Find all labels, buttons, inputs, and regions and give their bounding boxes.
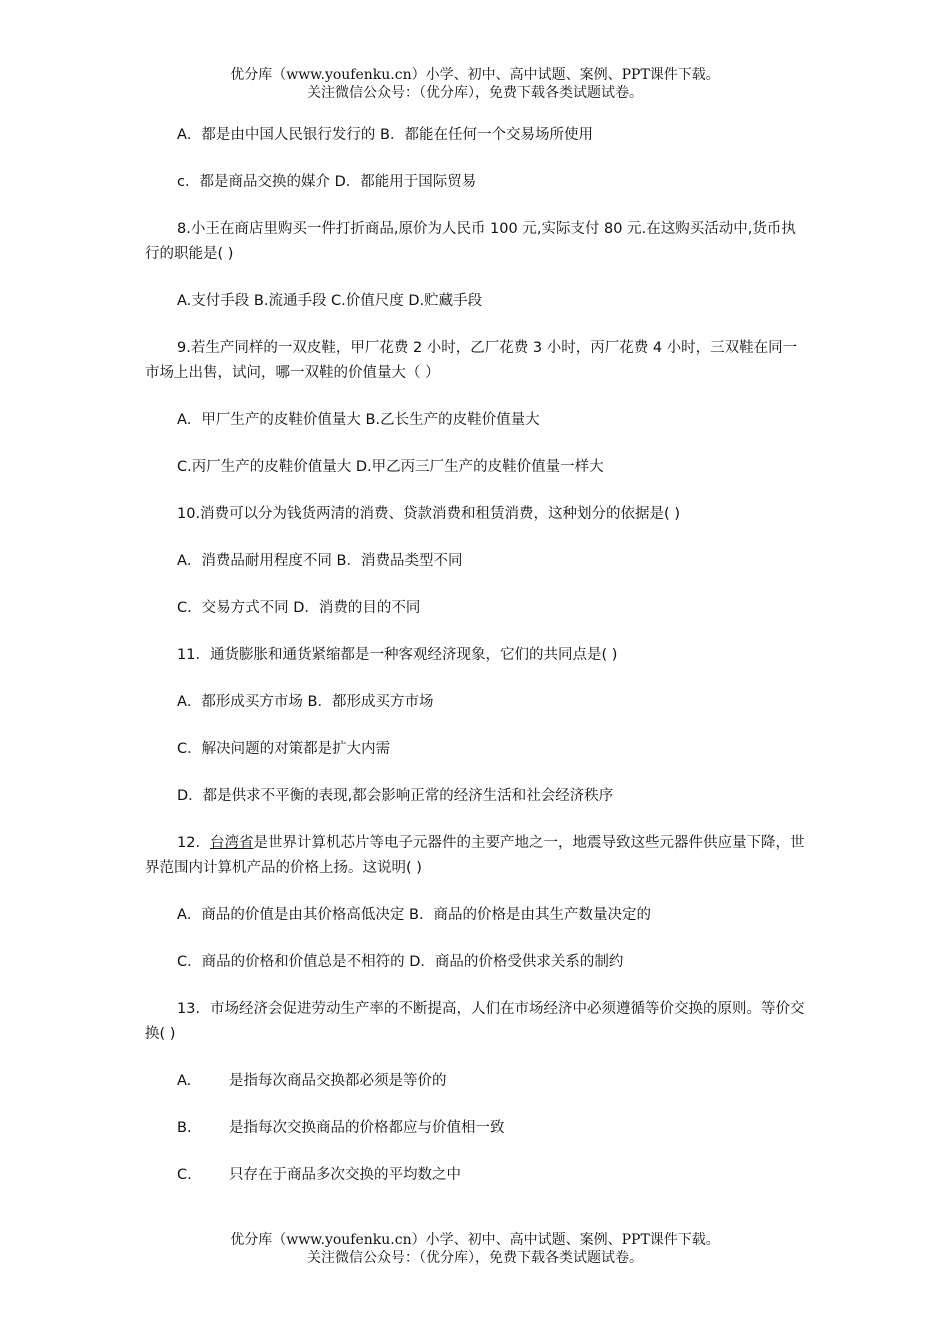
- page-footer: [0, 1231, 950, 1267]
- question-13-option-c: [145, 1163, 805, 1188]
- footer-line-2: 关注微信公众号：（优分库），免费下载各类试题试卷。: [307, 1250, 643, 1266]
- option-text: 是指每次交换商品的价格都应与价值相一致: [229, 1120, 505, 1136]
- option-line: c．都是商品交换的媒介 D．都能用于国际贸易: [177, 174, 477, 190]
- taiwan-link[interactable]: 台湾省: [209, 835, 254, 851]
- question-10-options-ab: A．消费品耐用程度不同 B．消费品类型不同: [177, 553, 463, 569]
- question-13-option-b: [145, 1116, 805, 1141]
- question-10: 10.消费可以分为钱货两清的消费、贷款消费和租赁消费，这种划分的依据是( ): [177, 506, 680, 522]
- question-12-options-ab: A．商品的价值是由其价格高低决定 B．商品的价格是由其生产数量决定的: [177, 907, 651, 923]
- option-text: 只存在于商品多次交换的平均数之中: [229, 1167, 461, 1183]
- question-11: 11．通货膨胀和通货紧缩都是一种客观经济现象，它们的共同点是( ): [177, 647, 618, 663]
- question-10-options-cd: C．交易方式不同 D．消费的目的不同: [177, 600, 421, 616]
- question-12-number: 12．: [177, 835, 210, 851]
- footer-line-1: 优分库（www.youfenku.cn）小学、初中、高中试题、案例、PPT课件下载。: [230, 1232, 720, 1248]
- header-line-1: 优分库（www.youfenku.cn）小学、初中、高中试题、案例、PPT课件下载。: [230, 67, 720, 83]
- option-letter: A.: [177, 1073, 192, 1089]
- question-8-options: A.支付手段 B.流通手段 C.价值尺度 D.贮藏手段: [177, 293, 483, 309]
- question-9: 9.若生产同样的一双皮鞋，甲厂花费 2 小时，乙厂花费 3 小时，丙厂花费 4 小时，三双鞋在同一市场上出售，试问，哪一双鞋的价值量大（ ）: [145, 340, 798, 381]
- option-letter: C.: [177, 1167, 192, 1183]
- question-9-options-cd: C.丙厂生产的皮鞋价值量大 D.甲乙丙三厂生产的皮鞋价值量一样大: [177, 459, 604, 475]
- question-11-option-c: C．解决问题的对策都是扩大内需: [177, 741, 391, 757]
- question-13: 13．市场经济会促进劳动生产率的不断提高，人们在市场经济中必须遵循等价交换的原则。等价交换( ): [145, 1001, 805, 1042]
- question-12-options-cd: C．商品的价格和价值总是不相符的 D．商品的价格受供求关系的制约: [177, 954, 624, 970]
- header-line-2: 关注微信公众号：（优分库），免费下载各类试题试卷。: [307, 85, 643, 101]
- question-9-options-ab: A．甲厂生产的皮鞋价值量大 B.乙长生产的皮鞋价值量大: [177, 412, 540, 428]
- option-text: 是指每次商品交换都必须是等价的: [229, 1073, 447, 1089]
- question-13-option-a: [145, 1069, 805, 1094]
- question-11-option-d: D．都是供求不平衡的表现,都会影响正常的经济生活和社会经济秩序: [177, 788, 614, 804]
- question-8: 8.小王在商店里购买一件打折商品,原价为人民币 100 元,实际支付 80 元.在这购买活动中,货币执行的职能是( ): [145, 221, 796, 262]
- question-11-options-ab: A．都形成买方市场 B．都形成买方市场: [177, 694, 434, 710]
- option-line: A．都是由中国人民银行发行的 B．都能在任何一个交易场所使用: [177, 127, 593, 143]
- page-header: [0, 66, 950, 102]
- option-letter: B.: [177, 1120, 192, 1136]
- question-12-text: 是世界计算机芯片等电子元器件的主要产地之一，地震导致这些元器件供应量下降，世界范围内计算机产品的价格上扬。这说明( ): [145, 835, 805, 876]
- document-body: [145, 123, 805, 1188]
- question-12: [145, 831, 805, 881]
